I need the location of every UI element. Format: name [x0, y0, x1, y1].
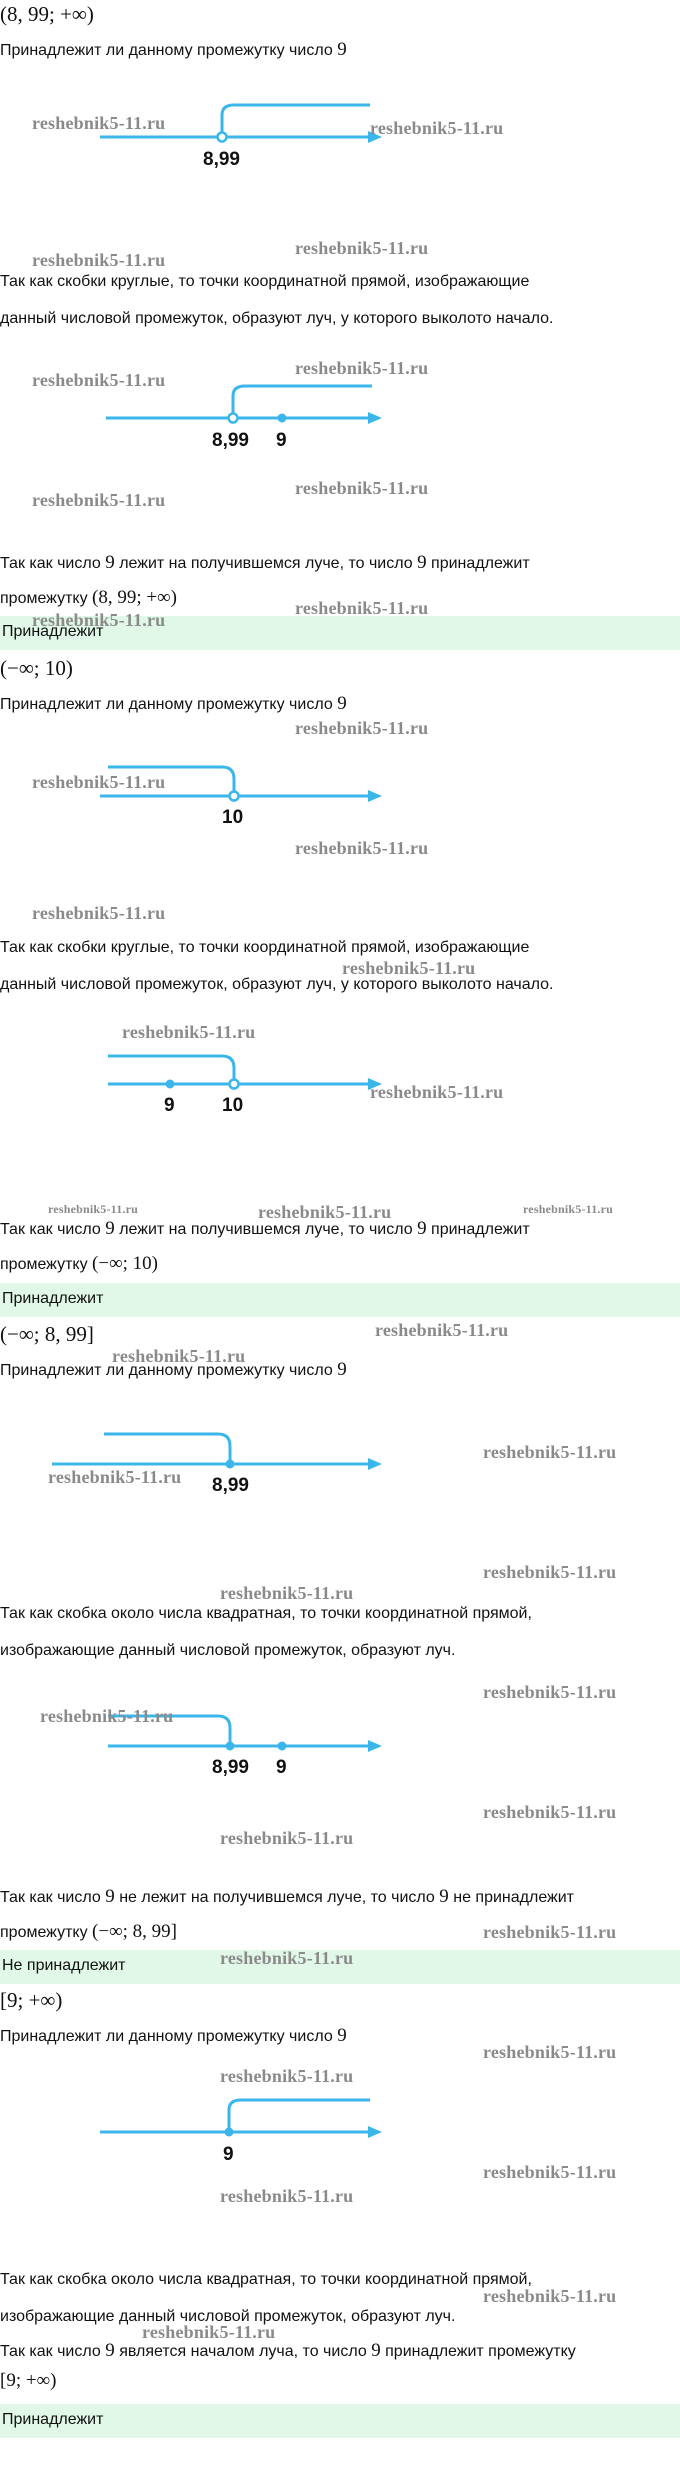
interval-inline-4: [9; +∞) — [0, 2370, 57, 2391]
watermark: reshebnik5-11.ru — [258, 1202, 392, 1222]
open-point — [230, 792, 239, 801]
watermark: reshebnik5-11.ru — [32, 610, 166, 630]
tick-label: 10 — [222, 1095, 244, 1116]
watermark: reshebnik5-11.ru — [375, 1320, 509, 1340]
watermark: reshebnik5-11.ru — [483, 1442, 617, 1462]
conclusion-text: является началом луча, то число — [119, 2343, 367, 2360]
tick-label: 9 — [223, 2144, 234, 2165]
conclusion-text: не принадлежит — [453, 1889, 575, 1906]
tick-label: 10 — [222, 807, 244, 828]
watermark: reshebnik5-11.ru — [483, 1562, 617, 1582]
interval-heading-1: (8, 99; +∞) — [0, 2, 94, 26]
question-text: Принадлежит ли данному промежутку число — [0, 696, 333, 713]
interval-inline: (8, 99; +∞) — [92, 587, 177, 608]
question-2 — [0, 694, 347, 715]
tick-label: 9 — [276, 1757, 287, 1778]
interval-heading-2: (−∞; 10) — [0, 656, 73, 680]
interval-heading-3: (−∞; 8, 99] — [0, 1322, 94, 1346]
interval-inline: (−∞; 8, 99] — [92, 1921, 177, 1942]
explanation-4a: Так как скобка около числа квадратная, то точки координатной прямой, — [0, 2271, 532, 2288]
number-nine: 9 — [439, 1886, 449, 1907]
closed-point — [226, 1742, 235, 1751]
conclusion-text: Так как число — [0, 1889, 101, 1906]
watermark: reshebnik5-11.ru — [523, 1202, 613, 1216]
conclusion-text: промежутку — [0, 1256, 88, 1273]
number-line-2b — [0, 1040, 420, 1120]
watermark: reshebnik5-11.ru — [32, 113, 166, 133]
explanation-2a: Так как скобки круглые, то точки координатной прямой, изображающие — [0, 939, 530, 956]
watermark: reshebnik5-11.ru — [32, 370, 166, 390]
conclusion-text: принадлежит — [431, 1221, 530, 1238]
tick-label: 8,99 — [212, 1475, 249, 1496]
open-point — [229, 414, 238, 423]
watermark: reshebnik5-11.ru — [295, 718, 429, 738]
explanation-3b: изображающие данный числовой промежуток, образуют луч. — [0, 1642, 456, 1659]
tick-label: 8,99 — [203, 149, 240, 170]
explanation-3a: Так как скобка около числа квадратная, то точки координатной прямой, — [0, 1605, 532, 1622]
conclusion-text: принадлежит — [431, 555, 530, 572]
explanation-1a: Так как скобки круглые, то точки координатной прямой, изображающие — [0, 273, 530, 290]
conclusion-1a — [0, 553, 530, 574]
question-4 — [0, 2026, 347, 2047]
number-nine: 9 — [105, 1218, 115, 1239]
conclusion-text: не лежит на получившемся луче, то число — [119, 1889, 435, 1906]
number-line-1 — [0, 95, 420, 175]
explanation-1b: данный числовой промежуток, образуют луч, у которого выколото начало. — [0, 310, 554, 327]
watermark: reshebnik5-11.ru — [483, 2162, 617, 2182]
number-nine: 9 — [337, 2025, 347, 2046]
conclusion-3b — [0, 1922, 177, 1943]
watermark: reshebnik5-11.ru — [342, 958, 476, 978]
ray — [229, 2100, 370, 2132]
tick-label: 9 — [164, 1095, 175, 1116]
open-point — [230, 1080, 239, 1089]
question-text: Принадлежит ли данному промежутку число — [0, 42, 333, 59]
number-nine: 9 — [417, 552, 427, 573]
interval-heading-4: [9; +∞) — [0, 1988, 63, 2012]
axis-arrow — [368, 790, 382, 802]
watermark: reshebnik5-11.ru — [220, 1948, 354, 1968]
ray — [104, 1434, 230, 1464]
number-nine: 9 — [337, 39, 347, 60]
open-point — [218, 133, 227, 142]
number-nine: 9 — [105, 1886, 115, 1907]
conclusion-4a — [0, 2341, 576, 2362]
number-nine: 9 — [105, 552, 115, 573]
conclusion-text: принадлежит промежутку — [385, 2343, 576, 2360]
number-nine: 9 — [417, 1218, 427, 1239]
watermark: reshebnik5-11.ru — [370, 118, 504, 138]
number-line-4 — [0, 2082, 420, 2165]
ray — [233, 386, 372, 418]
watermark: reshebnik5-11.ru — [295, 838, 429, 858]
point-nine — [278, 414, 287, 423]
conclusion-2b — [0, 1254, 158, 1275]
conclusion-text: Так как число — [0, 555, 101, 572]
watermark: reshebnik5-11.ru — [32, 903, 166, 923]
explanation-4b: изображающие данный числовой промежуток, образуют луч. — [0, 2308, 456, 2325]
closed-point — [226, 1460, 235, 1469]
answer-text: Принадлежит — [2, 2411, 104, 2428]
watermark: reshebnik5-11.ru — [220, 2066, 354, 2086]
watermark: reshebnik5-11.ru — [370, 1082, 504, 1102]
interval-inline: (−∞; 10) — [92, 1253, 158, 1274]
watermark: reshebnik5-11.ru — [295, 238, 429, 258]
answer-box-4 — [0, 2404, 680, 2438]
watermark: reshebnik5-11.ru — [220, 1828, 354, 1848]
number-nine: 9 — [371, 2340, 381, 2361]
axis-arrow — [368, 2126, 382, 2138]
watermark: reshebnik5-11.ru — [295, 358, 429, 378]
explanation-2b: данный числовой промежуток, образуют луч, у которого выколото начало. — [0, 976, 554, 993]
watermark: reshebnik5-11.ru — [483, 2286, 617, 2306]
conclusion-text: промежутку — [0, 1924, 88, 1941]
conclusion-3a — [0, 1887, 574, 1908]
number-nine: 9 — [105, 2340, 115, 2361]
watermark: reshebnik5-11.ru — [483, 2042, 617, 2062]
tick-label: 9 — [276, 430, 287, 451]
tick-label: 8,99 — [212, 1757, 249, 1778]
watermark: reshebnik5-11.ru — [295, 598, 429, 618]
tick-label: 8,99 — [212, 430, 249, 451]
watermark: reshebnik5-11.ru — [122, 1022, 256, 1042]
point-nine — [278, 1742, 287, 1751]
conclusion-text: Так как число — [0, 2343, 101, 2360]
axis-arrow — [368, 412, 382, 424]
conclusion-text: лежит на получившемся луче, то число — [119, 1221, 413, 1238]
conclusion-text: промежутку — [0, 590, 88, 607]
closed-point — [225, 2128, 234, 2137]
question-text: Принадлежит ли данному промежутку число — [0, 2028, 333, 2045]
conclusion-1b — [0, 588, 177, 609]
watermark: reshebnik5-11.ru — [112, 1346, 246, 1366]
point-nine — [166, 1080, 175, 1089]
watermark: reshebnik5-11.ru — [32, 490, 166, 510]
question-text: Принадлежит ли данному промежутку число — [0, 1362, 333, 1379]
number-nine: 9 — [337, 1359, 347, 1380]
conclusion-text: лежит на получившемся луче, то число — [119, 555, 413, 572]
watermark: reshebnik5-11.ru — [483, 1682, 617, 1702]
watermark: reshebnik5-11.ru — [295, 478, 429, 498]
number-nine: 9 — [337, 693, 347, 714]
ray — [222, 105, 370, 137]
watermark: reshebnik5-11.ru — [32, 772, 166, 792]
answer-text: Не принадлежит — [2, 1957, 126, 1974]
conclusion-text: Так как число — [0, 1221, 101, 1238]
axis-arrow — [368, 1740, 382, 1752]
watermark: reshebnik5-11.ru — [220, 1583, 354, 1603]
axis-arrow — [368, 1458, 382, 1470]
answer-text: Принадлежит — [2, 1290, 104, 1307]
watermark: reshebnik5-11.ru — [220, 2186, 354, 2206]
question-1 — [0, 40, 347, 61]
watermark: reshebnik5-11.ru — [483, 1802, 617, 1822]
watermark: reshebnik5-11.ru — [48, 1467, 182, 1487]
watermark: reshebnik5-11.ru — [32, 250, 166, 270]
watermark: reshebnik5-11.ru — [483, 1922, 617, 1942]
watermark: reshebnik5-11.ru — [142, 2322, 276, 2342]
watermark: reshebnik5-11.ru — [48, 1202, 138, 1216]
watermark: reshebnik5-11.ru — [40, 1706, 174, 1726]
answer-text: Принадлежит — [2, 623, 104, 640]
answer-box-2 — [0, 1283, 680, 1317]
